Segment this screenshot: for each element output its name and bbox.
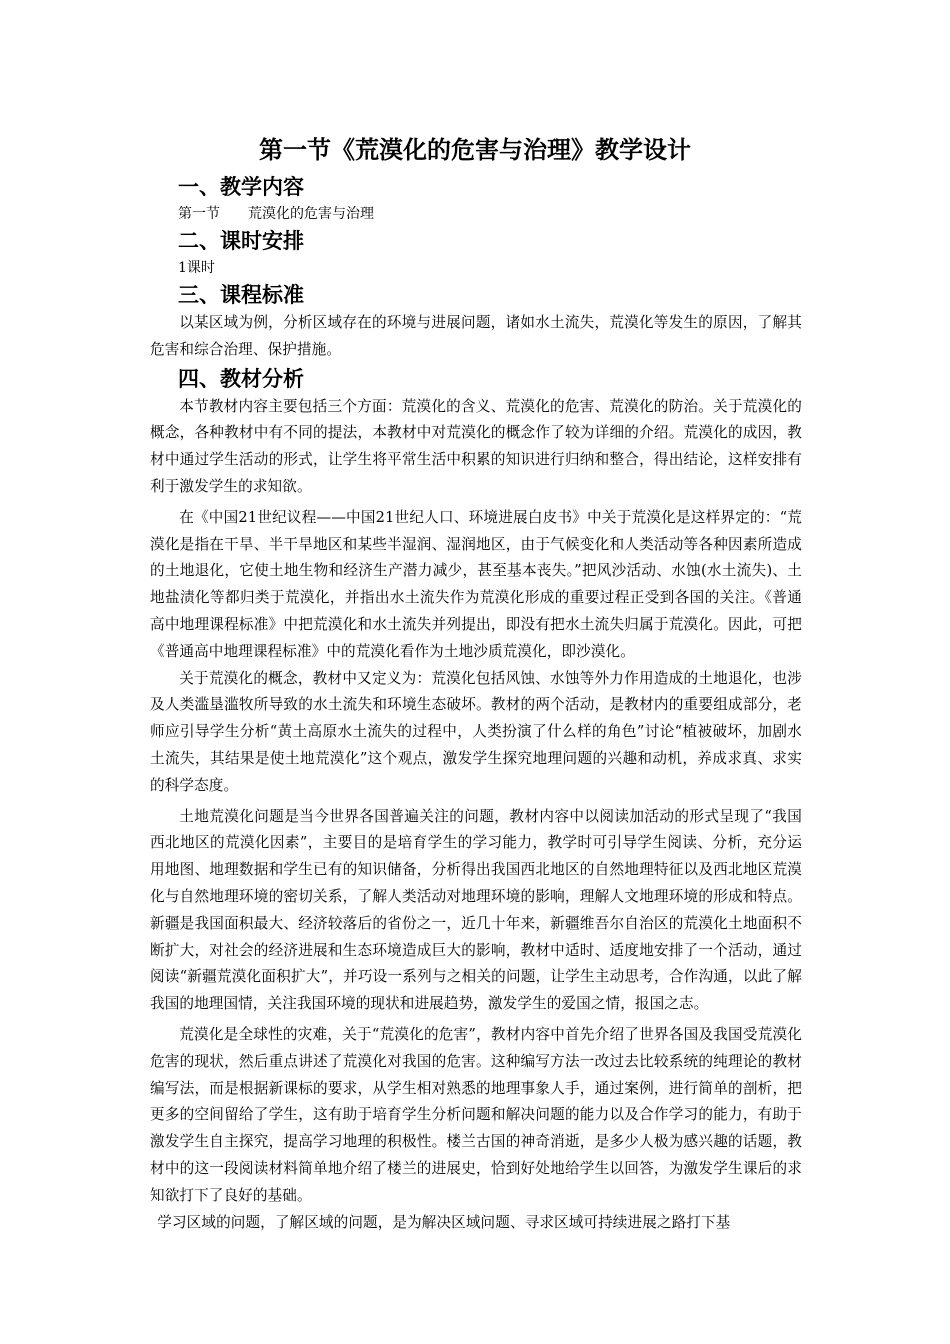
paragraph: 本节教材内容主要包括三个方面：荒漠化的含义、荒漠化的危害、荒漠化的防治。关于荒漠化的概念，各种教材中有不同的提法，本教材中对荒漠化的概念作了较为详细的介绍。荒漠化的成因，教材中通过学生活动的形式，让学生将平常生活中积累的知识进行归纳和整合，得出结论，这样安排有利于激发学生的求知欲。 (150, 397, 802, 495)
section-text: 1课时 (178, 260, 215, 276)
section-heading: 二、课时安排 (178, 229, 304, 253)
document-body (150, 172, 802, 1236)
paragraph: 以某区域为例，分析区域存在的环境与进展问题，诸如水土流失，荒漠化等发生的原因，了解其危害和综合治理、保护措施。 (150, 314, 802, 358)
section-class-hours (150, 226, 802, 280)
paragraph: 荒漠化是全球性的灾难，关于“荒漠化的危害”，教材内容中首先介绍了世界各国及我国受荒漠化危害的现状，然后重点讲述了荒漠化对我国的危害。这种编写方法一改过去比较系统的纯理论的教材编写法，而是根据新课标的要求，从学生相对熟悉的地理事象人手，通过案例，进行简单的剖析，把更多的空间留给了学生，这有助于培育学生分析问题和解决问题的能力以及合作学习的能力，有助于激发学生自主探究，提高学习地理的积极性。楼兰古国的神奇消逝，是多少人极为感兴趣的话题，教材中的这一段阅读材料简单地介绍了楼兰的进展史，恰到好处地给学生以回答，为激发学生课后的求知欲打下了良好的基础。 (150, 1025, 802, 1204)
page-title: 第一节《荒漠化的危害与治理》教学设计 (259, 136, 691, 164)
section-text: 第一节 荒漠化的危害与治理 (178, 206, 374, 222)
section-teaching-content (150, 172, 802, 226)
section-curriculum-standard (150, 280, 802, 364)
section-textbook-analysis (150, 364, 802, 1237)
section-heading: 三、课程标准 (178, 283, 304, 307)
paragraph: 关于荒漠化的概念，教材中又定义为：荒漠化包括风蚀、水蚀等外力作用造成的土地退化，也涉及人类滥垦滥牧所导致的水土流失和环境生态破坏。教材的两个活动，是教材内的重要组成部分，老师应引导学生分析“黄土高原水土流失的过程中，人类扮演了什么样的角色”讨论“植被破坏，加剧水土流失，其结果是使土地荒漠化”这个观点，激发学生探究地理问题的兴趣和动机，养成求真、求实的科学态度。 (150, 669, 802, 794)
paragraph: 学习区域的问题，了解区域的问题，是为解决区域问题、寻求区域可持续进展之路打下基 (157, 1213, 731, 1231)
paragraph: 土地荒漠化问题是当今世界各国普遍关注的问题，教材内容中以阅读加活动的形式呈现了“我国西北地区的荒漠化因素”，主要目的是培育学生的学习能力，教学时可引导学生阅读、分析，充分运用地图、地理数据和学生已有的知识储备，分析得出我国西北地区的自然地理特征以及西北地区荒漠化与自然地理环境的密切关系，了解人类活动对地理环境的影响，理解人文地理环境的形成和特点。新疆是我国面积最大、经济较落后的省份之一，近几十年来，新疆维吾尔自治区的荒漠化土地面积不断扩大，对社会的经济进展和生态环境造成巨大的影响，教材中适时、适度地安排了一个活动，通过阅读“新疆荒漠化面积扩大”，并巧设一系列与之相关的问题，让学生主动思考，合作沟通，以此了解我国的地理国情，关注我国环境的现状和进展趋势，激发学生的爱国之情，报国之志。 (150, 807, 802, 1013)
section-heading: 一、教学内容 (178, 175, 304, 199)
paragraph: 在《中国21世纪议程——中国21世纪人口、环境进展白皮书》中关于荒漠化是这样界定的：“荒漠化是指在干旱、半干旱地区和某些半湿润、湿润地区，由于气候变化和人类活动等各种因素所造成的土地退化，它使土地生物和经济生产潜力减少，甚至基本丧失。”把风沙活动、水蚀(水土流失)、土地盐渍化等都归类于荒漠化，并指出水土流失作为荒漠化形成的重要过程正受到各国的关注。《普通高中地理课程标准》中把荒漠化和水土流失并列提出，即没有把水土流失归属于荒漠化。因此，可把《普通高中地理课程标准》中的荒漠化看作为土地沙质荒漠化，即沙漠化。 (150, 508, 802, 660)
section-heading: 四、教材分析 (178, 366, 304, 391)
